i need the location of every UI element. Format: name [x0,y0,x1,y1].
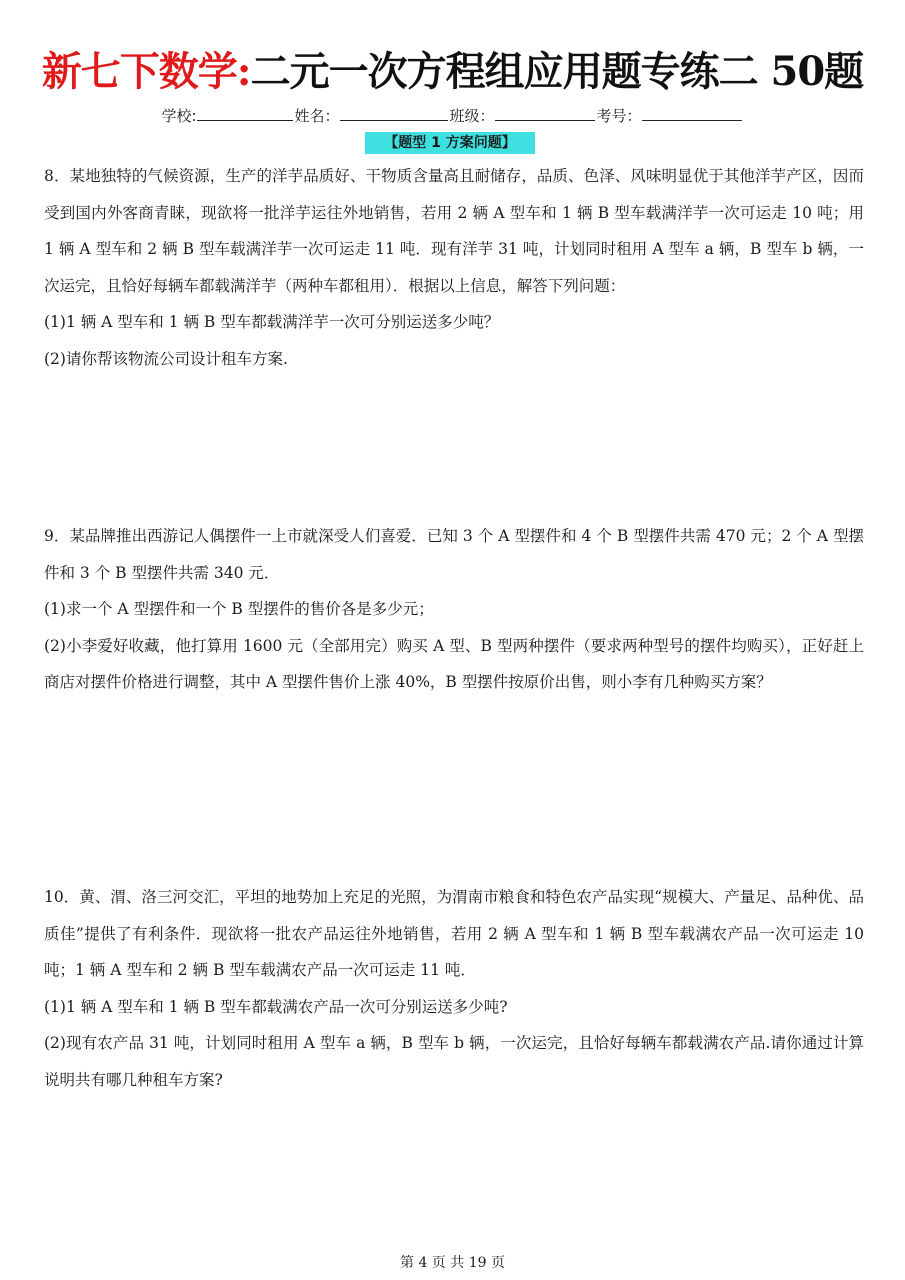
problem-9-stem: 9．某品牌推出西游记人偶摆件一上市就深受人们喜爱．已知 3 个 A 型摆件和 4 个 B 型摆件共需 470 元；2 个 A 型摆件和 3 个 B 型摆件共需 340 元． [44,527,864,582]
problem-9-question-2: (2)小李爱好收藏，他打算用 1600 元（全部用完）购买 A 型、B 型两种摆件（要求两种型号的摆件均购买），正好赶上商店对摆件价格进行调整，其中 A 型摆件售价上涨 40%，B 型摆件按原价出售，则小李有几种购买方案？ [44,636,864,691]
problem-10-question-1: (1)1 辆 A 型车和 1 辆 B 型车都载满农产品一次可分别运送多少吨? [44,997,508,1016]
title-black-part: 二元一次方程组应用题专练二 50题 [250,48,864,95]
school-blank [197,103,293,121]
problem-8-question-2: (2)请你帮该物流公司设计租车方案. [44,349,288,368]
problem-9-question-1: (1)求一个 A 型摆件和一个 B 型摆件的售价各是多少元； [44,600,434,618]
section-heading-badge: 【题型 1 方案问题】 [365,132,535,154]
problem-10-question-2: (2)现有农产品 31 吨，计划同时租用 A 型车 a 辆，B 型车 b 辆，一次运完，且恰好每辆车都载满农产品.请你通过计算说明共有哪几种租车方案? [44,1034,864,1089]
name-blank [340,103,448,121]
class-label: 班级： [449,107,495,125]
title-red-part: 新七下数学: [41,48,251,95]
class-blank [495,103,595,121]
problem-9 [44,518,864,701]
name-label: 姓名： [294,107,340,125]
student-info-line [0,103,905,129]
document-title [0,44,905,100]
problem-8-stem: 8．某地独特的气候资源，生产的洋芋品质好、干物质含量高且耐储存，品质、色泽、风味明显优于其他洋芋产区，因而受到国内外客商青睐，现欲将一批洋芋运往外地销售，若用 2 辆 A 型车和 1 辆 B 型车载满洋芋一次可运走 10 吨；用 1 辆 A 型车和 2 辆 B 型车载满洋芋一次可运走 11 吨．现有洋芋 31 吨，计划同时租用 A 型车 a 辆，B 型车 b 辆，一次运完，且恰好每辆车都载满洋芋（两种车都租用）．根据以上信息，解答下列问题： [44,167,864,295]
problem-10 [44,879,864,1098]
problem-8 [44,158,864,377]
exam-no-label: 考号： [596,107,642,125]
school-label: 学校: [161,107,197,125]
exam-no-blank [642,103,742,121]
problem-8-question-1: (1)1 辆 A 型车和 1 辆 B 型车都载满洋芋一次可分别运送多少吨？ [44,313,500,331]
problem-10-stem: 10．黄、渭、洛三河交汇，平坦的地势加上充足的光照，为渭南市粮食和特色农产品实现“规模大、产量足、品种优、品质佳”提供了有利条件．现欲将一批农产品运往外地销售，若用 2 辆 A 型车和 1 辆 B 型车载满农产品一次可运走 10 吨；1 辆 A 型车和 2 辆 B 型车载满农产品一次可运走 11 吨． [44,888,864,979]
page-footer: 第 4 页 共 19 页 [400,1255,505,1271]
